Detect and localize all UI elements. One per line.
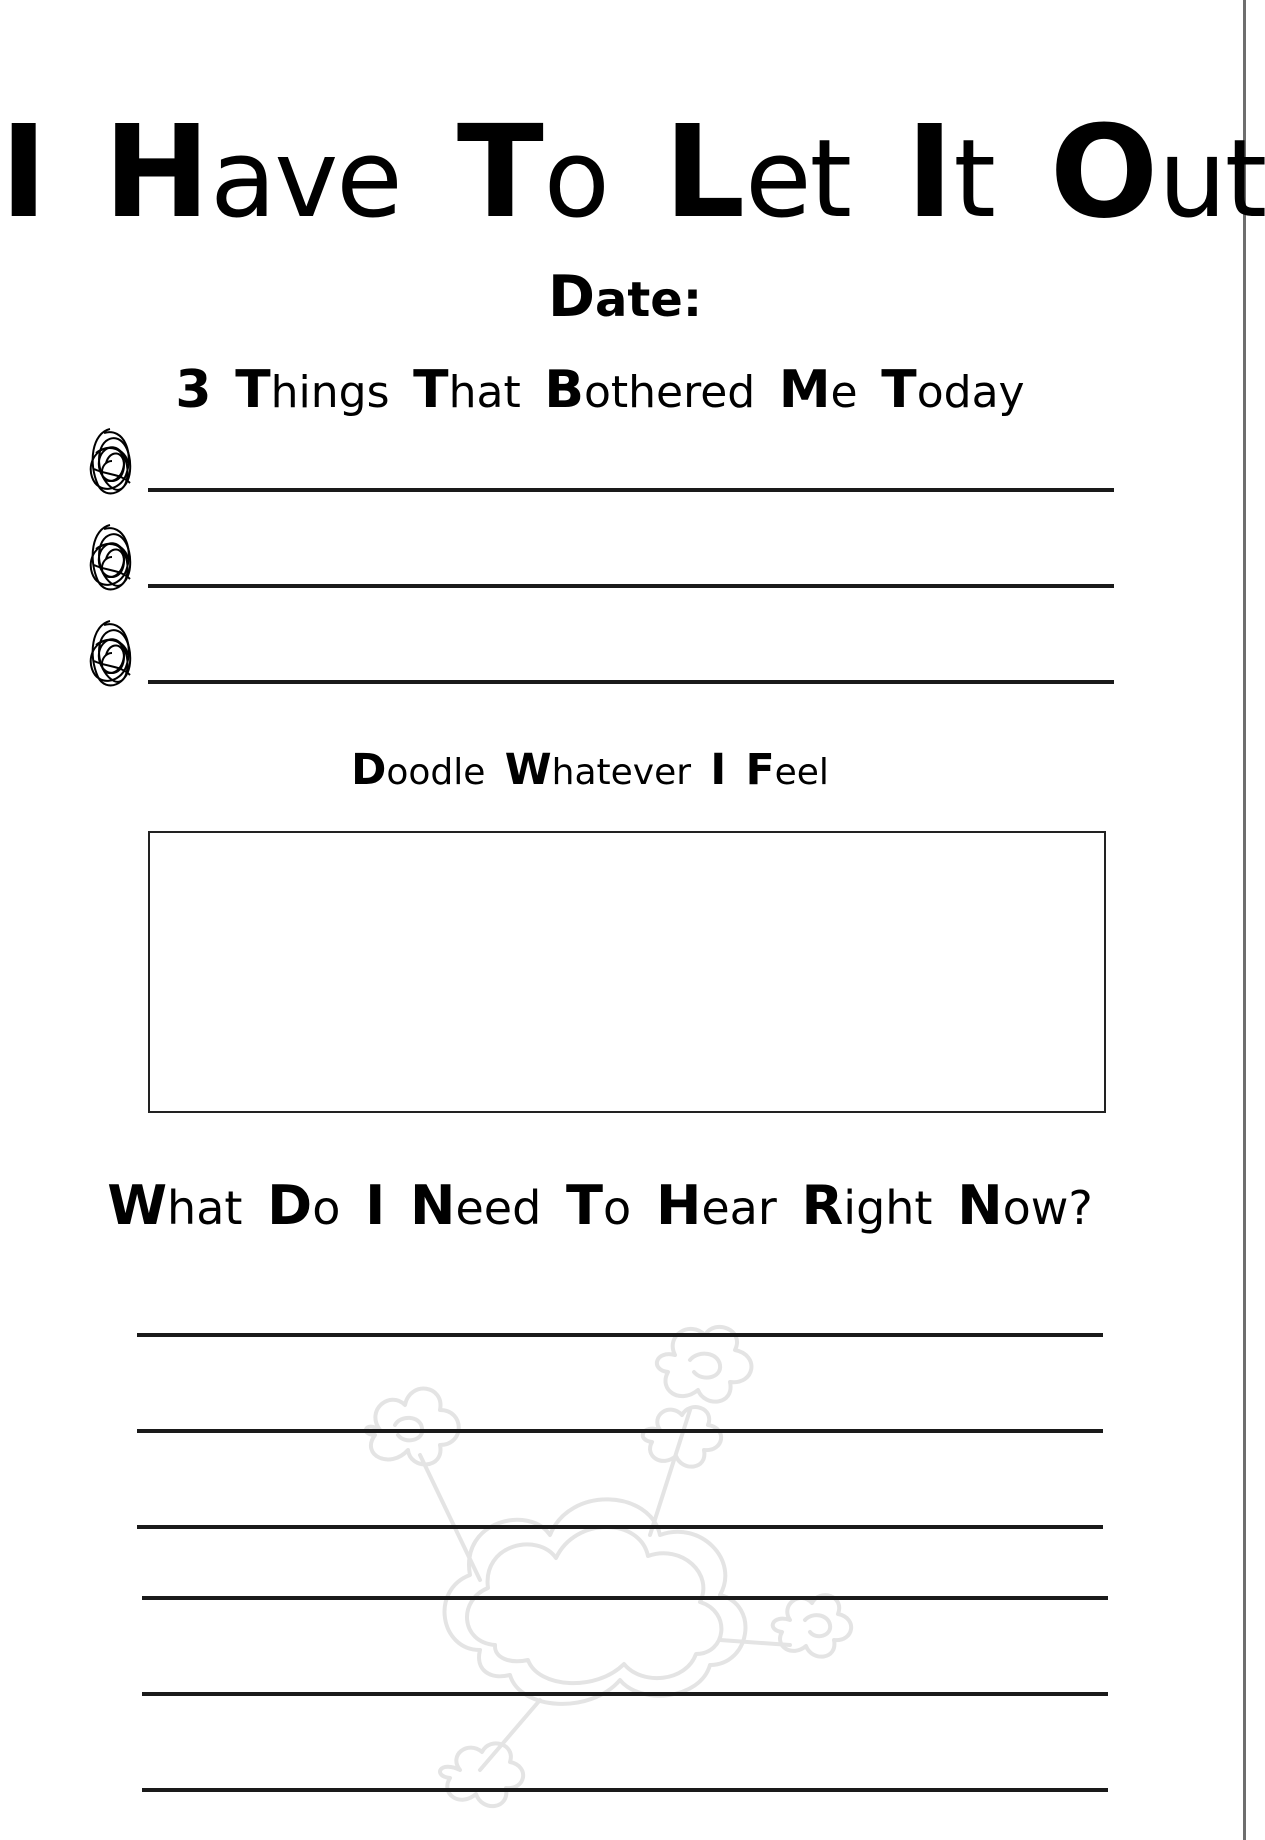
writing-line[interactable] [142, 1692, 1108, 1696]
bothered-line[interactable] [148, 488, 1114, 492]
cloud-flowers-icon [330, 1320, 870, 1840]
bothered-line[interactable] [148, 584, 1114, 588]
doodle-box[interactable] [148, 831, 1106, 1113]
writing-line[interactable] [142, 1596, 1108, 1600]
writing-line[interactable] [137, 1333, 1103, 1337]
title-word: Out [1049, 99, 1265, 247]
writing-line[interactable] [137, 1429, 1103, 1433]
title-word: I [0, 99, 48, 247]
hear-heading: What Do I Need To Hear Right Now? [107, 1174, 1093, 1237]
scribble-icon [84, 423, 136, 503]
scribble-icon [84, 615, 136, 695]
title-word: Have [103, 99, 401, 247]
bothered-line[interactable] [148, 680, 1114, 684]
title-word: To [456, 99, 608, 247]
doodle-heading: Doodle Whatever I Feel [351, 746, 829, 795]
bothered-heading: 3 Things That Bothered Me Today [175, 360, 1025, 420]
writing-line[interactable] [142, 1788, 1108, 1792]
writing-line[interactable] [137, 1525, 1103, 1529]
title-word: It [906, 99, 994, 247]
title-word: Let [663, 99, 850, 247]
date-label: Date: [547, 264, 703, 330]
scribble-icon [84, 519, 136, 599]
page-title [0, 99, 1265, 247]
